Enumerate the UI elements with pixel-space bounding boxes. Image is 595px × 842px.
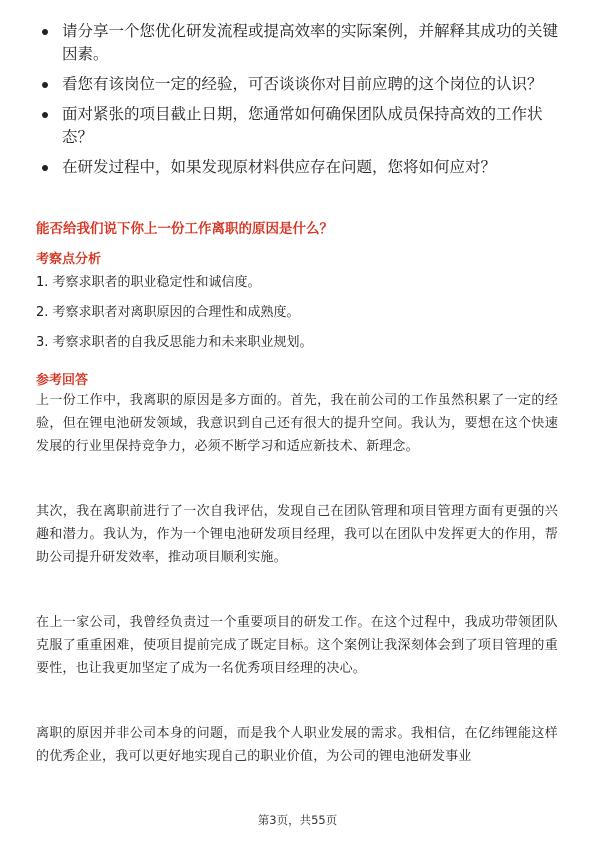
answer-paragraph: 离职的原因并非公司本身的问题，而是我个人职业发展的需求。我相信，在亿纬锂能这样的优秀企业，我可以更好地实现自己的职业价值，为公司的锂电池研发事业: [36, 726, 558, 764]
analysis-list: [36, 273, 566, 363]
answer-label: 参考回答: [36, 373, 89, 388]
bullet-text: 看您有该岗位一定的经验，可否谈谈你对目前应聘的这个岗位的认识？: [62, 75, 543, 93]
analysis-item: 3. 考察求职者的自我反思能力和未来职业规划。: [36, 335, 313, 350]
bullet-item: [38, 73, 568, 96]
analysis-item: 1. 考察求职者的职业稳定性和诚信度。: [36, 275, 261, 290]
bullet-dot-icon: [42, 29, 48, 35]
answer-body: [36, 389, 558, 810]
bullet-item: [38, 20, 568, 66]
question-heading: 能否给我们说下你上一份工作离职的原因是什么？: [36, 221, 333, 237]
bullet-text: 面对紧张的项目截止日期，您通常如何确保团队成员保持高效的工作状态？: [62, 105, 543, 146]
answer-paragraph: 其次，我在离职前进行了一次自我评估，发现自己在团队管理和项目管理方面有更强的兴趣和潜力。我认为，作为一个锂电池研发项目经理，我可以在团队中发挥更大的作用，帮助公司提升研发效率，推动项目顺利实施。: [36, 504, 558, 565]
bullet-text: 请分享一个您优化研发流程或提高效率的实际案例，并解释其成功的关键因素。: [62, 22, 559, 63]
analysis-item: 2. 考察求职者对离职原因的合理性和成熟度。: [36, 305, 300, 320]
answer-paragraph: 上一份工作中，我离职的原因是多方面的。首先，我在前公司的工作虽然积累了一定的经验，但在锂电池研发领域，我意识到自己还有很大的提升空间。我认为，要想在这个快速发展的行业里保持竞争力，必须不断学习和适应新技术、新理念。: [36, 393, 558, 454]
analysis-label: 考察点分析: [36, 252, 102, 267]
page-number: 第3页，共55页: [257, 813, 338, 827]
bullet-item: [38, 103, 568, 149]
bullet-text: 在研发过程中，如果发现原材料供应存在问题，您将如何应对？: [62, 158, 497, 176]
bullet-dot-icon: [42, 82, 48, 88]
answer-paragraph: 在上一家公司，我曾经负责过一个重要项目的研发工作。在这个过程中，我成功带领团队克服了重重困难，使项目提前完成了既定目标。这个案例让我深刻体会到了项目管理的重要性，也让我更加坚定了成为一名优秀项目经理的决心。: [36, 615, 558, 676]
bullet-item: [38, 156, 568, 179]
question-bullet-list: [38, 20, 568, 186]
bullet-dot-icon: [42, 112, 48, 118]
bullet-dot-icon: [42, 165, 48, 171]
